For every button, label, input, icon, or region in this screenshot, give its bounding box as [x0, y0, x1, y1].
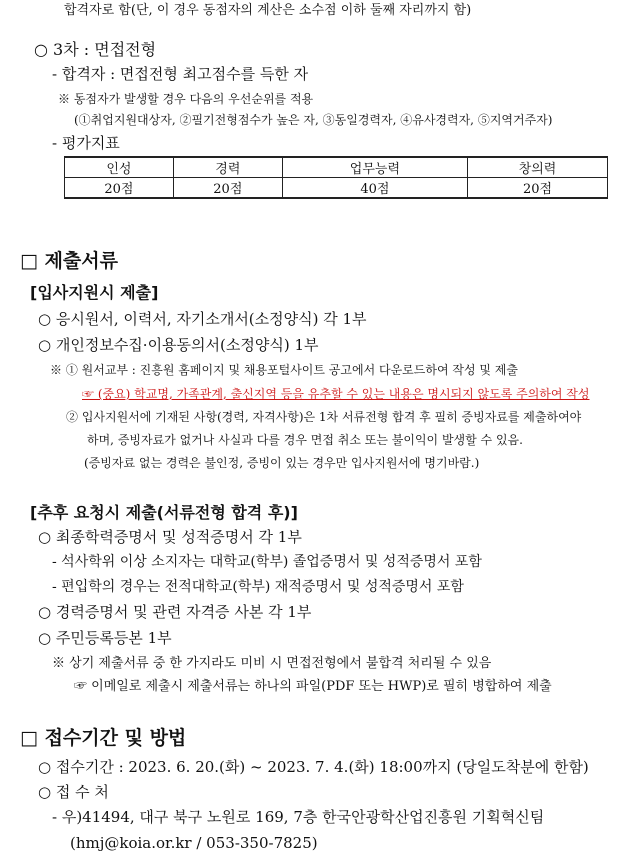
value-cell: 20점	[173, 178, 282, 199]
later-item2: ○ 경력증명서 및 관련 자격증 사본 각 1부	[38, 603, 312, 621]
application-note2c: (증빙자료 없는 경력은 불인정, 증빙이 있는 경우만 입사지원서에 명기바람.)	[84, 456, 480, 470]
stage3-eval-label: - 평가지표	[52, 134, 120, 152]
later-title: [추후 요청시 제출(서류전형 합격 후)]	[30, 503, 298, 522]
later-item1: ○ 최종학력증명서 및 성적증명서 각 1부	[38, 528, 302, 546]
reception-period: ○ 접수기간 : 2023. 6. 20.(화) ~ 2023. 7. 4.(화) 18:00까지 (당일도착분에 한함)	[38, 758, 589, 776]
header-cell: 창의력	[468, 157, 608, 178]
table-header-row	[65, 157, 608, 178]
stage3-heading: ○ 3차 : 면접전형	[34, 40, 157, 59]
stage3-tie-note: ※ 동점자가 발생할 경우 다음의 우선순위를 적용	[58, 92, 314, 106]
later-note-b: ☞ 이메일로 제출시 제출서류는 하나의 파일(PDF 또는 HWP)로 필히 병합하여 제출	[74, 679, 552, 694]
application-item2: ○ 개인정보수집·이용동의서(소정양식) 1부	[38, 336, 319, 354]
stage3-priority: (①취업지원대상자, ②필기전형점수가 높은 자, ③동일경력자, ④유사경력자, ⑤지역거주자)	[74, 113, 553, 127]
application-note2b: 하며, 증빙자료가 없거나 사실과 다를 경우 면접 취소 또는 불이익이 발생할 수 있음.	[87, 433, 523, 447]
application-warning: ☞ (중요) 학교명, 가족관계, 출신지역 등을 유추할 수 있는 내용은 명시되지 않도록 주의하여 작성	[82, 387, 590, 401]
value-cell: 20점	[468, 178, 608, 199]
documents-title: □ 제출서류	[20, 250, 118, 272]
header-cell: 인성	[65, 157, 174, 178]
value-cell: 20점	[65, 178, 174, 199]
table-row	[65, 178, 608, 199]
later-item1b: - 편입학의 경우는 전적대학교(학부) 재적증명서 및 성적증명서 포함	[52, 579, 464, 595]
evaluation-table	[64, 156, 608, 199]
top-line: 합격자로 함(단, 이 경우 동점자의 계산은 소수점 이하 둘째 자리까지 함)	[64, 3, 472, 18]
later-note: ※ 상기 제출서류 중 한 가지라도 미비 시 면접전형에서 불합격 처리될 수 있음	[52, 656, 492, 671]
header-cell: 경력	[173, 157, 282, 178]
application-title: [입사지원시 제출]	[30, 283, 159, 302]
reception-place-label: ○ 접 수 처	[38, 783, 109, 801]
later-item3: ○ 주민등록등본 1부	[38, 629, 172, 647]
later-item1a: - 석사학위 이상 소지자는 대학교(학부) 졸업증명서 및 성적증명서 포함	[52, 554, 482, 570]
value-cell: 40점	[282, 178, 467, 199]
reception-address: - 우)41494, 대구 북구 노원로 169, 7층 한국안광학산업진흥원 기획혁신팀	[52, 808, 545, 826]
header-cell: 업무능력	[282, 157, 467, 178]
application-item1: ○ 응시원서, 이력서, 자기소개서(소정양식) 각 1부	[38, 310, 367, 328]
application-note1: ※ ① 원서교부 : 진흥원 홈페이지 및 채용포털사이트 공고에서 다운로드하여 작성 및 제출	[50, 363, 518, 377]
application-note2: ② 입사지원서에 기재된 사항(경력, 자격사항)은 1차 서류전형 합격 후 필히 증빙자료를 제출하여야	[66, 410, 582, 424]
reception-contact: (hmj@koia.or.kr / 053-350-7825)	[70, 834, 318, 852]
stage3-passer: - 합격자 : 면접전형 최고점수를 득한 자	[52, 65, 309, 83]
reception-title: □ 접수기간 및 방법	[20, 727, 187, 749]
